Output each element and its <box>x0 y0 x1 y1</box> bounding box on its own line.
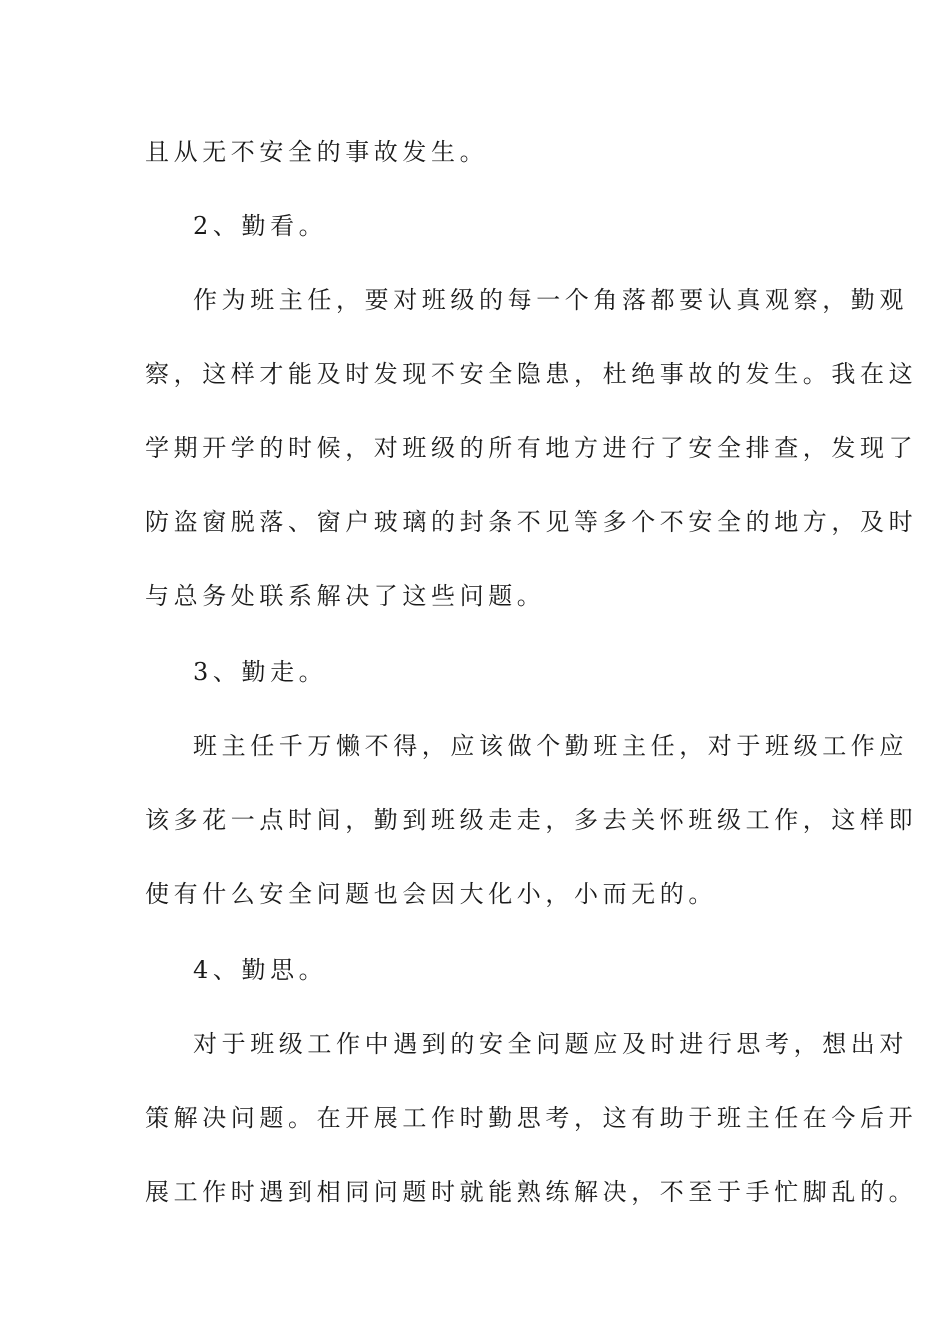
paragraph-line: 展工作时遇到相同问题时就能熟练解决，不至于手忙脚乱的。 <box>145 1178 918 1206</box>
paragraph-line: 作为班主任，要对班级的每一个角落都要认真观察，勤观 <box>193 286 908 314</box>
section-heading-2: 2、勤看。 <box>193 212 328 240</box>
paragraph-line: 防盗窗脱落、窗户玻璃的封条不见等多个不安全的地方，及时 <box>145 508 918 536</box>
paragraph-line: 该多花一点时间，勤到班级走走，多去关怀班级工作，这样即 <box>145 806 918 834</box>
section-heading-3: 3、勤走。 <box>193 658 328 686</box>
paragraph-line: 班主任千万懒不得，应该做个勤班主任，对于班级工作应 <box>193 732 908 760</box>
paragraph-line: 察，这样才能及时发现不安全隐患，杜绝事故的发生。我在这 <box>145 360 918 388</box>
paragraph-line: 学期开学的时候，对班级的所有地方进行了安全排查，发现了 <box>145 434 918 462</box>
paragraph-line: 与总务处联系解决了这些问题。 <box>145 582 546 610</box>
section-heading-4: 4、勤思。 <box>193 956 328 984</box>
paragraph-line: 对于班级工作中遇到的安全问题应及时进行思考，想出对 <box>193 1030 908 1058</box>
paragraph-line: 策解决问题。在开展工作时勤思考，这有助于班主任在今后开 <box>145 1104 918 1132</box>
paragraph-line: 且从无不安全的事故发生。 <box>145 138 489 166</box>
paragraph-line: 使有什么安全问题也会因大化小，小而无的。 <box>145 880 717 908</box>
